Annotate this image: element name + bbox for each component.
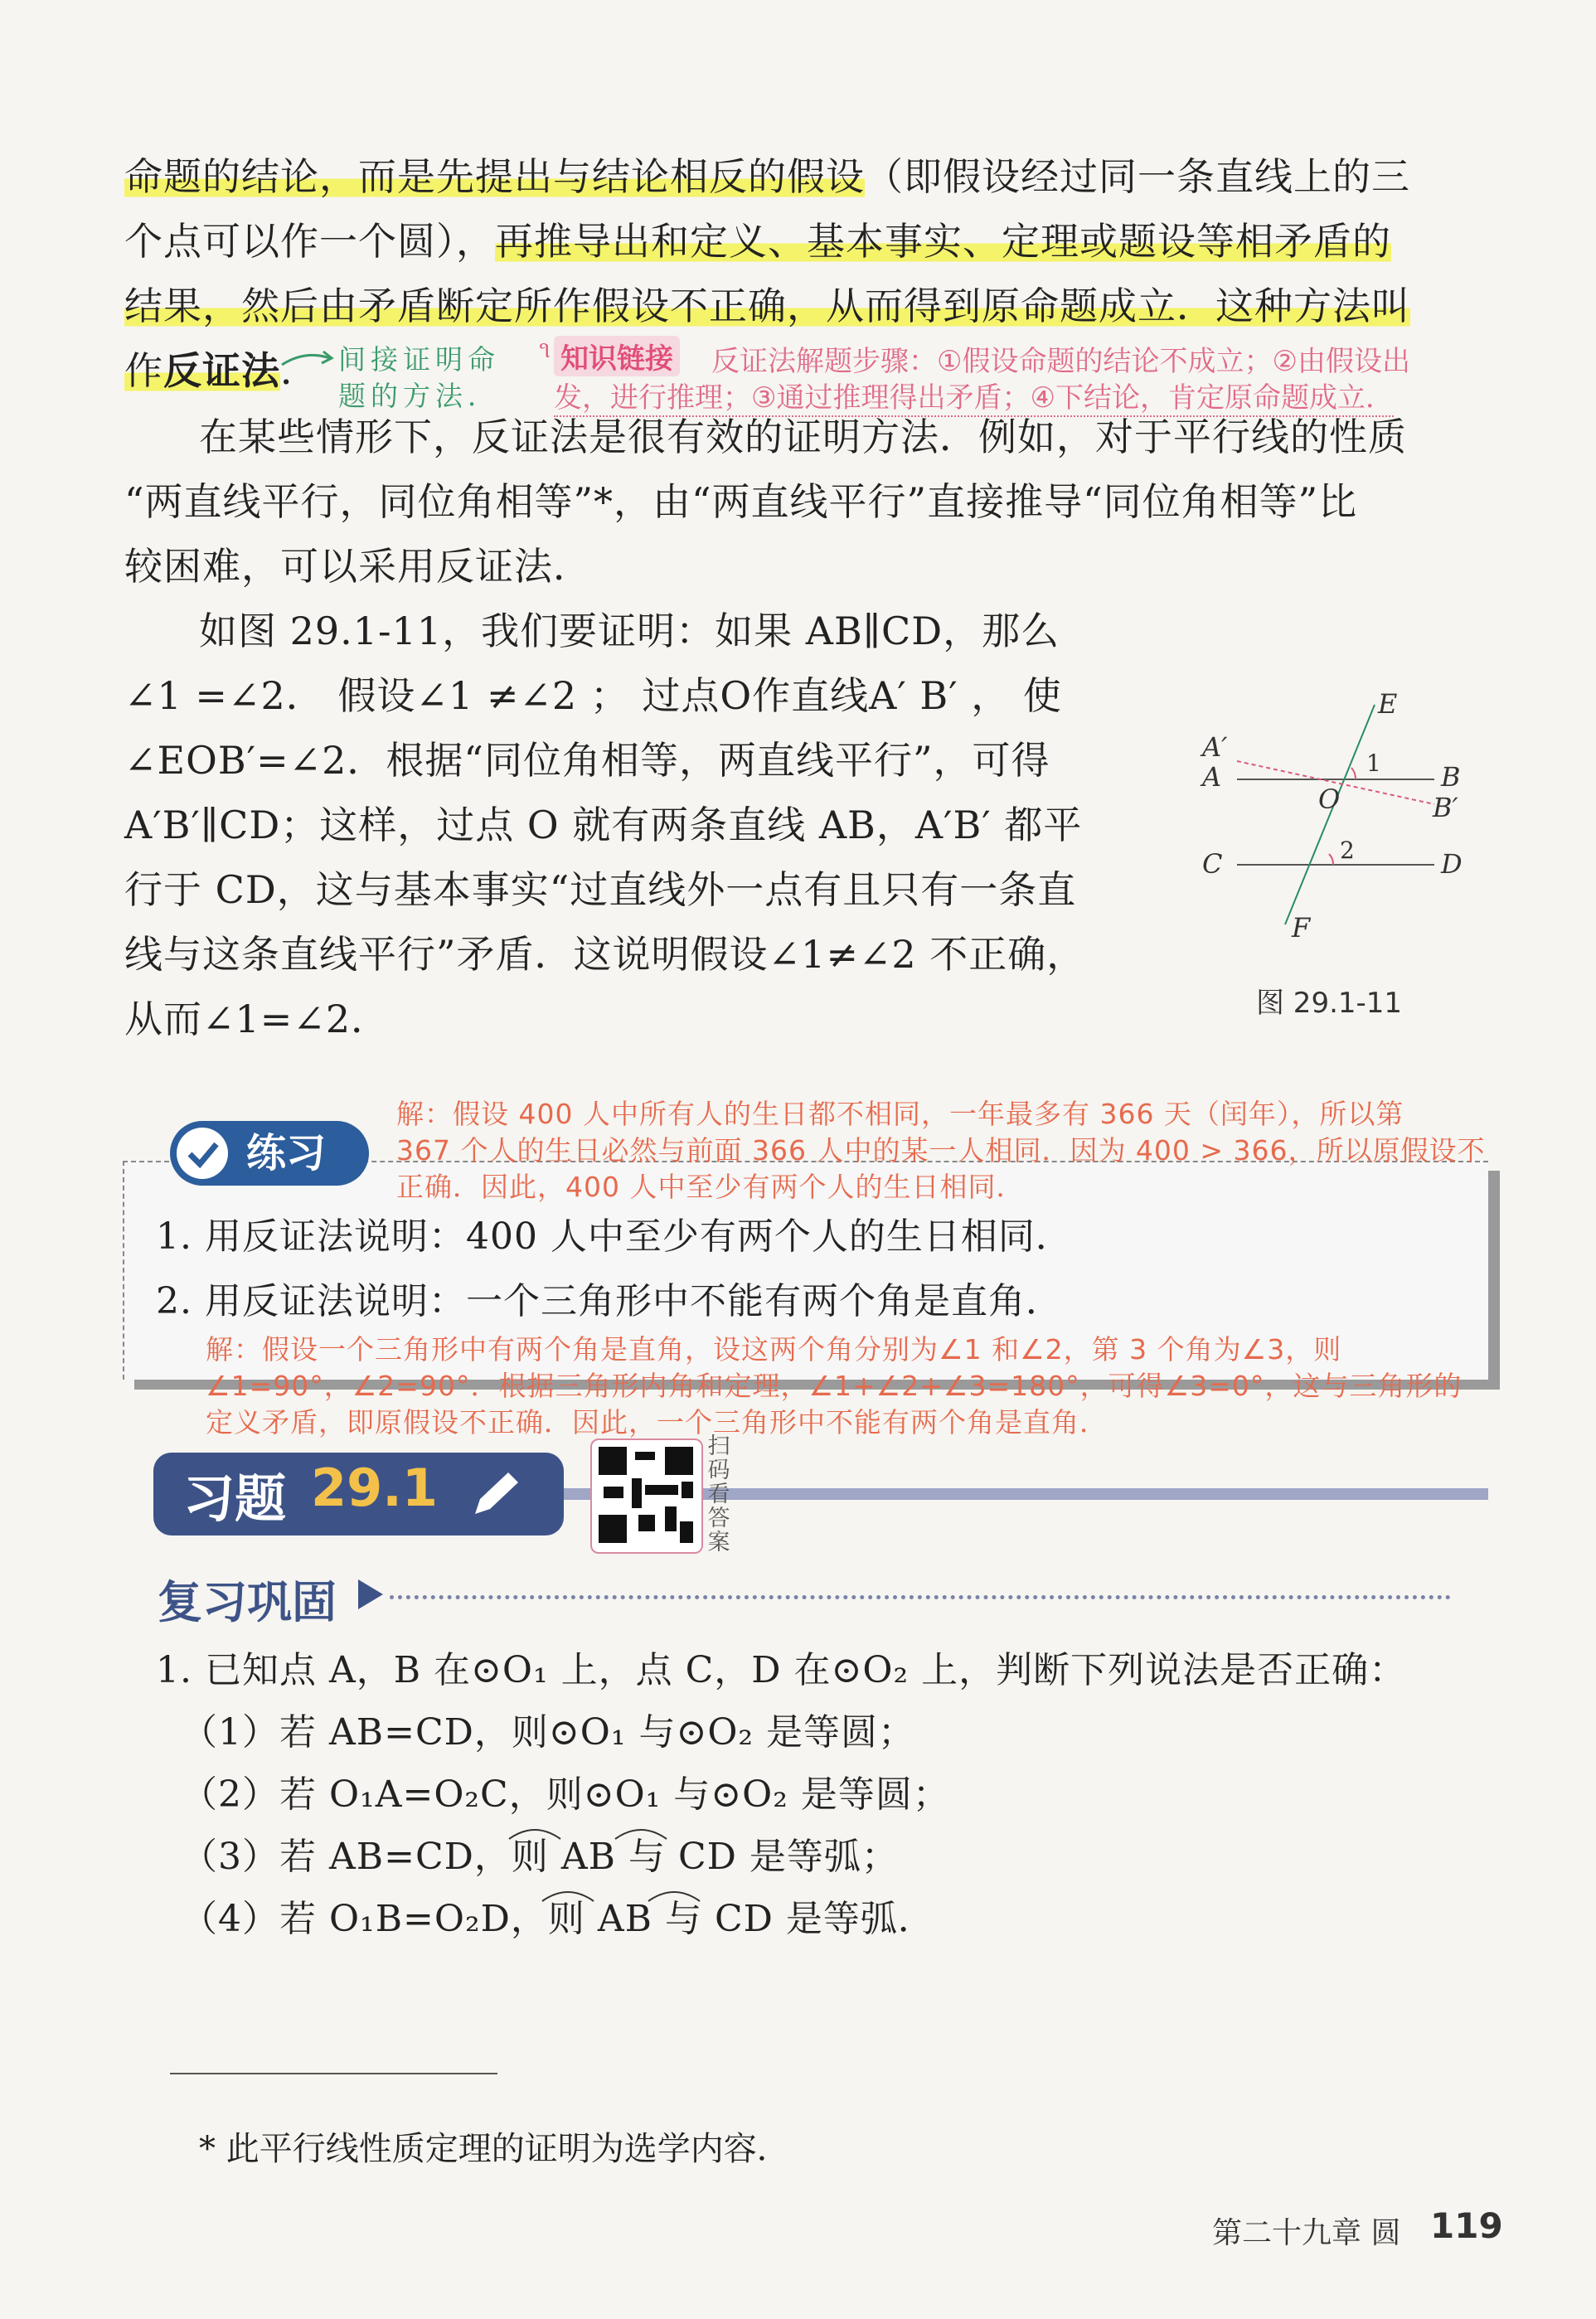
para3-line7: 从而∠1=∠2．: [124, 997, 391, 1041]
para1-line2-highlight: 再推导出和定义、基本事实、定理或题设等相矛盾的: [495, 219, 1391, 264]
figure-caption: 图 29.1-11: [1256, 987, 1403, 1020]
label-O: O: [1318, 784, 1341, 815]
para1-line2-a: 个点可以作一个圆），: [124, 219, 495, 264]
review-arrow-icon: [358, 1579, 383, 1609]
footer-chapter: 第二十九章 圆: [1212, 2216, 1401, 2250]
arc-mark-cd-3: [612, 1824, 670, 1841]
para3-line5: 行于 CD，这与基本事实“过直线外一点有且只有一条直: [124, 867, 1077, 912]
xiti-number: 29.1: [311, 1458, 438, 1518]
exercise-answer1-line1: 解：假设 400 人中所有人的生日都不相同，一年最多有 366 天（闰年），所以第: [396, 1098, 1404, 1130]
para1-line1-highlight: 命题的结论，而是先提出与结论相反的假设: [124, 154, 865, 199]
exercise-answer1-line3: 正确．因此，400 人中至少有两个人的生日相同．: [396, 1171, 1025, 1203]
para3-line3: ∠EOB′=∠2．根据“同位角相等，两直线平行”，可得: [124, 738, 1050, 783]
angle-1-arc: [1351, 768, 1356, 779]
para3-line6: 线与这条直线平行”矛盾．这说明假设∠1≠∠2 不正确，: [124, 932, 1086, 977]
angle-2-arc: [1329, 854, 1333, 865]
para2-line1: 在某些情形下，反证法是很有效的证明方法．例如，对于平行线的性质: [199, 415, 1407, 459]
label-A: A: [1202, 761, 1222, 793]
label-F: F: [1292, 912, 1311, 944]
footnote: * 此平行线性质定理的证明为选学内容．: [199, 2130, 790, 2168]
para1-line3: [124, 277, 1410, 335]
qr-code[interactable]: [590, 1438, 703, 1554]
arc-mark-ab-3: [506, 1824, 564, 1841]
para2-line3: 较困难，可以采用反证法．: [124, 544, 592, 589]
scan-answer-label: 扫 码 看 答 案: [707, 1434, 730, 1555]
review-q1: 1. 已知点 A，B 在⊙O₁ 上，点 C，D 在⊙O₂ 上，判断下列说法是否正确：: [156, 1649, 1407, 1691]
para1-line1: [124, 148, 1410, 206]
exercise-q2: 2. 用反证法说明：一个三角形中不能有两个角是直角．: [156, 1280, 1063, 1322]
label-angle-1: 1: [1366, 750, 1381, 777]
para2-line2: “两直线平行，同位角相等”*，由“两直线平行”直接推导“同位角相等”比: [124, 479, 1358, 524]
review-dotted-rule: [390, 1595, 1451, 1599]
para3-line1: 如图 29.1-11，我们要证明：如果 AB∥CD，那么: [199, 609, 1060, 653]
exercise-q1: 1. 用反证法说明：400 人中至少有两个人的生日相同．: [156, 1215, 1073, 1258]
pink-note-line1: 反证法解题步骤：①假设命题的结论不成立；②由假设出: [711, 345, 1410, 378]
footnote-rule: [170, 2073, 497, 2074]
exercise-answer2-line2: ∠1=90°，∠2=90°．根据三角形内角和定理，∠1+∠2+∠3=180°，可得∠3=0°，这与三角形的: [206, 1370, 1463, 1402]
exercise-answer2-line1: 解：假设一个三角形中有两个角是直角，设这两个角分别为∠1 和∠2，第 3 个角为∠3，则: [206, 1333, 1342, 1366]
exercise-answer1-line2: 367 个人的生日必然与前面 366 人中的某一人相同．因为 400 > 366，所以原假设不: [396, 1134, 1486, 1167]
exercise-tag: [170, 1121, 369, 1186]
arc-mark-cd-4: [645, 1886, 703, 1903]
knowledge-link-chip: [554, 336, 680, 376]
review-item-4: （4）若 O₁B=O₂D，则 AB 与 CD 是等弧．: [181, 1898, 935, 1940]
label-C: C: [1202, 848, 1223, 880]
review-title: 复习巩固: [158, 1576, 337, 1628]
label-D: D: [1441, 848, 1463, 880]
para3-line2: ∠1 =∠2． 假设∠1 ≠∠2 ； 过点O作直线A′ B′ ， 使: [124, 673, 1062, 718]
exercise-answer2-line3: 定义矛盾，即原假设不正确．因此，一个三角形中不能有两个角是直角．: [206, 1406, 1108, 1438]
pink-note-line2: 发，进行推理；③通过推理得出矛盾；④下结论，肯定原命题成立．: [554, 375, 1394, 417]
label-angle-2: 2: [1340, 837, 1355, 864]
para1-line1-rest: （即假设经过同一条直线上的三: [865, 154, 1410, 199]
xiti-label: 习题: [183, 1468, 287, 1529]
page-number: 119: [1430, 2205, 1503, 2246]
review-item-2: （2）若 O₁A=O₂C，则⊙O₁ 与⊙O₂ 是等圆；: [181, 1773, 950, 1816]
pencil-icon: [467, 1468, 525, 1521]
parallel-lines-figure: [1177, 688, 1492, 953]
para1-line3-highlight: 结果，然后由矛盾断定所作假设不正确，从而得到原命题成立．这种方法叫: [124, 284, 1410, 328]
review-item-1: （1）若 AB=CD，则⊙O₁ 与⊙O₂ 是等圆；: [181, 1711, 916, 1754]
green-note-line1: 间接证明命: [338, 343, 500, 376]
exercise-tag-label: 练习: [246, 1130, 327, 1176]
xiti-banner: [153, 1453, 564, 1535]
arc-mark-ab-4: [539, 1886, 597, 1903]
label-B1: B′: [1433, 792, 1458, 823]
green-arrow-icon: [280, 347, 338, 371]
review-item-3: （3）若 AB=CD，则 AB 与 CD 是等弧；: [181, 1836, 899, 1878]
term-fanzhengfa: 反证法: [163, 348, 280, 393]
para1-line2: [124, 212, 1391, 270]
para3-line4: A′B′∥CD；这样，过点 O 就有两条直线 AB，A′B′ 都平: [124, 803, 1083, 847]
para1-line4-end: ．: [280, 348, 319, 393]
label-B: B: [1441, 761, 1461, 793]
para1-line4-pre: 作: [124, 348, 163, 393]
knowledge-link-label: 知识链接: [554, 336, 680, 376]
exercise-badge-icon: [177, 1128, 228, 1179]
label-E: E: [1378, 688, 1398, 720]
label-A1: A′: [1202, 731, 1228, 763]
pink-hook-icon: ૧: [539, 336, 551, 363]
green-note-line2: 题的方法．: [338, 380, 500, 412]
